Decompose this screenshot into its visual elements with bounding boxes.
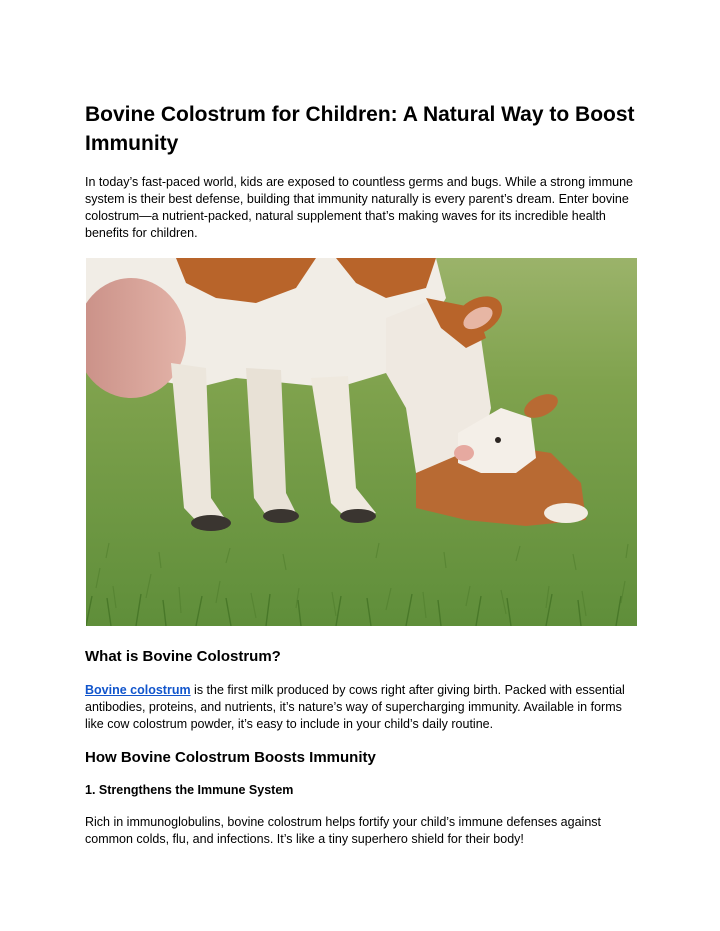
article-header [85,100,637,242]
subsection-heading: 1. Strengthens the Immune System [85,783,294,797]
article-title: Bovine Colostrum for Children: A Natural Way to Boost Immunity [85,103,635,155]
section-heading: What is Bovine Colostrum? [85,648,281,665]
section-heading: How Bovine Colostrum Boosts Immunity [85,749,376,766]
section-paragraph [85,682,637,733]
cow-and-calf-photo [86,258,637,626]
bovine-colostrum-link[interactable]: Bovine colostrum [85,683,191,697]
section-paragraph-text: is the first milk produced by cows right after giving birth. Packed with essential antibodies, proteins, and nutrients, it’s nature’s way of supercharging immunity. Available in forms like cow colostrum powder, it’s easy to include in your child’s daily routine. [85,683,625,731]
subsection-paragraph: Rich in immunoglobulins, bovine colostrum helps fortify your child’s immune defenses against common colds, flu, and infections. It’s like a tiny superhero shield for their body! [85,815,601,846]
section-what-is [85,647,637,733]
intro-paragraph: In today’s fast-paced world, kids are exposed to countless germs and bugs. While a strong immune system is their best defense, building that immunity naturally is every parent’s dream. Enter bovine colostrum—a nutrient-packed, natural supplement that’s making waves for its incredible health benefits for children. [85,175,633,240]
cow-and-calf-illustration [86,258,637,626]
section-how-boosts [85,748,637,848]
